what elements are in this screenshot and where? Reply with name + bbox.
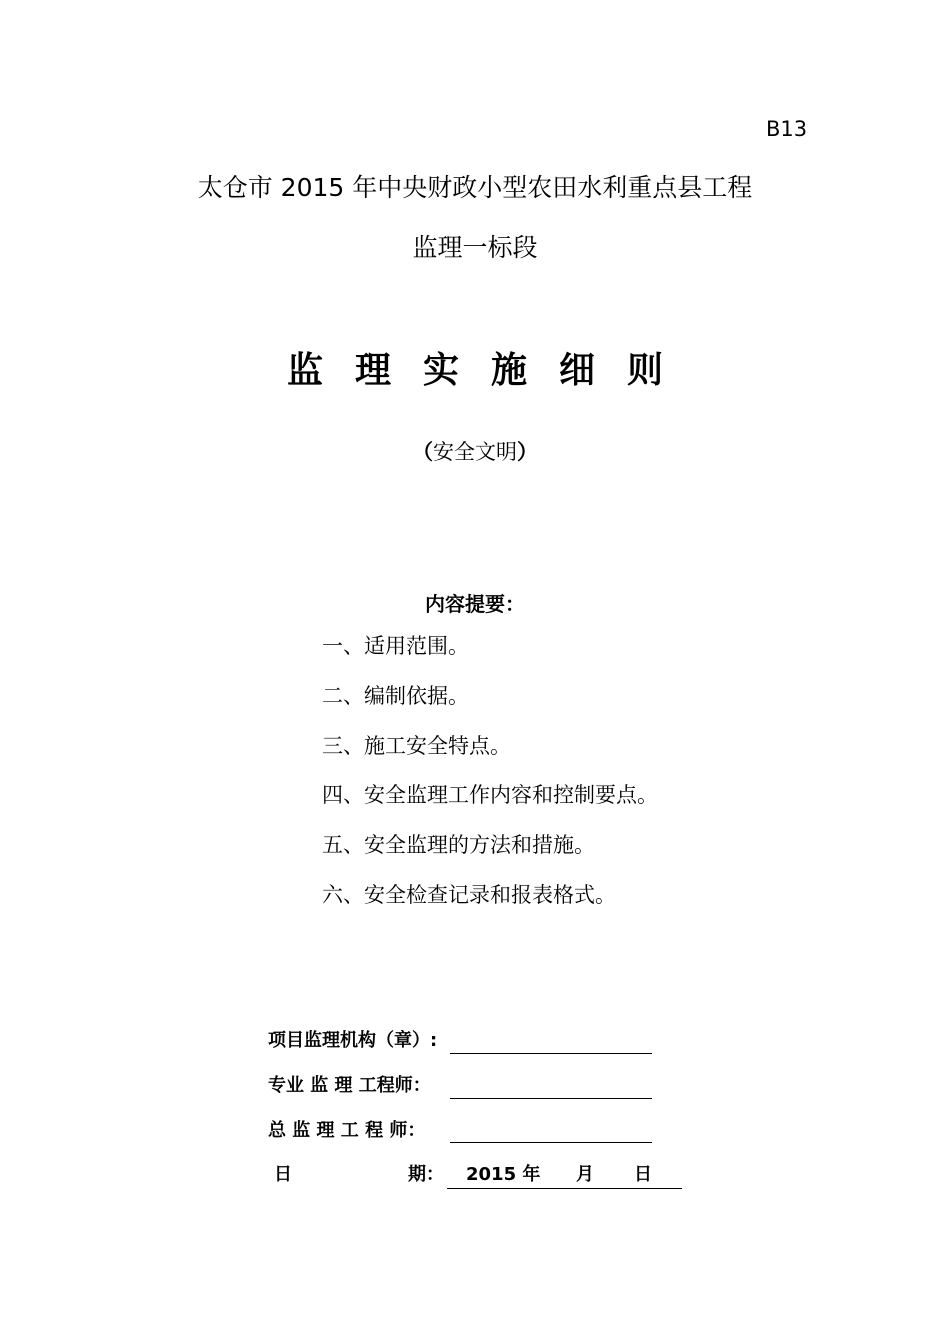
subtitle-open-paren: （ <box>412 440 433 464</box>
subtitle-text: 安全文明 <box>433 440 517 464</box>
contents-item: 一、适用范围。 <box>322 634 469 658</box>
date-day: 日 <box>634 1164 652 1185</box>
contents-item: 四、安全监理工作内容和控制要点。 <box>322 783 658 807</box>
date-label-day-char: 日 <box>274 1164 292 1185</box>
date-year: 2015 年 <box>466 1164 541 1185</box>
chief-engineer-label: 总 监 理 工 程 师： <box>268 1120 426 1141</box>
document-code: B13 <box>766 117 808 141</box>
date-month: 月 <box>576 1164 594 1185</box>
supervision-org-signature-line <box>450 1053 652 1054</box>
chief-engineer-signature-line <box>450 1142 652 1143</box>
contents-item: 六、安全检查记录和报表格式。 <box>322 883 616 907</box>
date-signature-line <box>447 1188 682 1189</box>
contents-item: 三、施工安全特点。 <box>322 734 511 758</box>
specialist-engineer-signature-line <box>450 1098 652 1099</box>
subtitle-close-paren: ） <box>517 440 538 464</box>
project-section: 监理一标段 <box>412 233 538 262</box>
contents-item: 五、安全监理的方法和措施。 <box>322 833 595 857</box>
date-label-period-chars: 期： <box>408 1164 444 1185</box>
contents-heading: 内容提要： <box>425 592 525 616</box>
document-title: 监理实施细则 <box>286 350 695 391</box>
contents-item: 二、编制依据。 <box>322 684 469 708</box>
document-subtitle <box>0 436 950 466</box>
supervision-org-label: 项目监理机构（章）: <box>268 1030 438 1051</box>
project-title: 太仓市 2015 年中央财政小型农田水利重点县工程 <box>197 173 753 202</box>
specialist-engineer-label: 专业 监 理 工程师： <box>268 1075 431 1096</box>
